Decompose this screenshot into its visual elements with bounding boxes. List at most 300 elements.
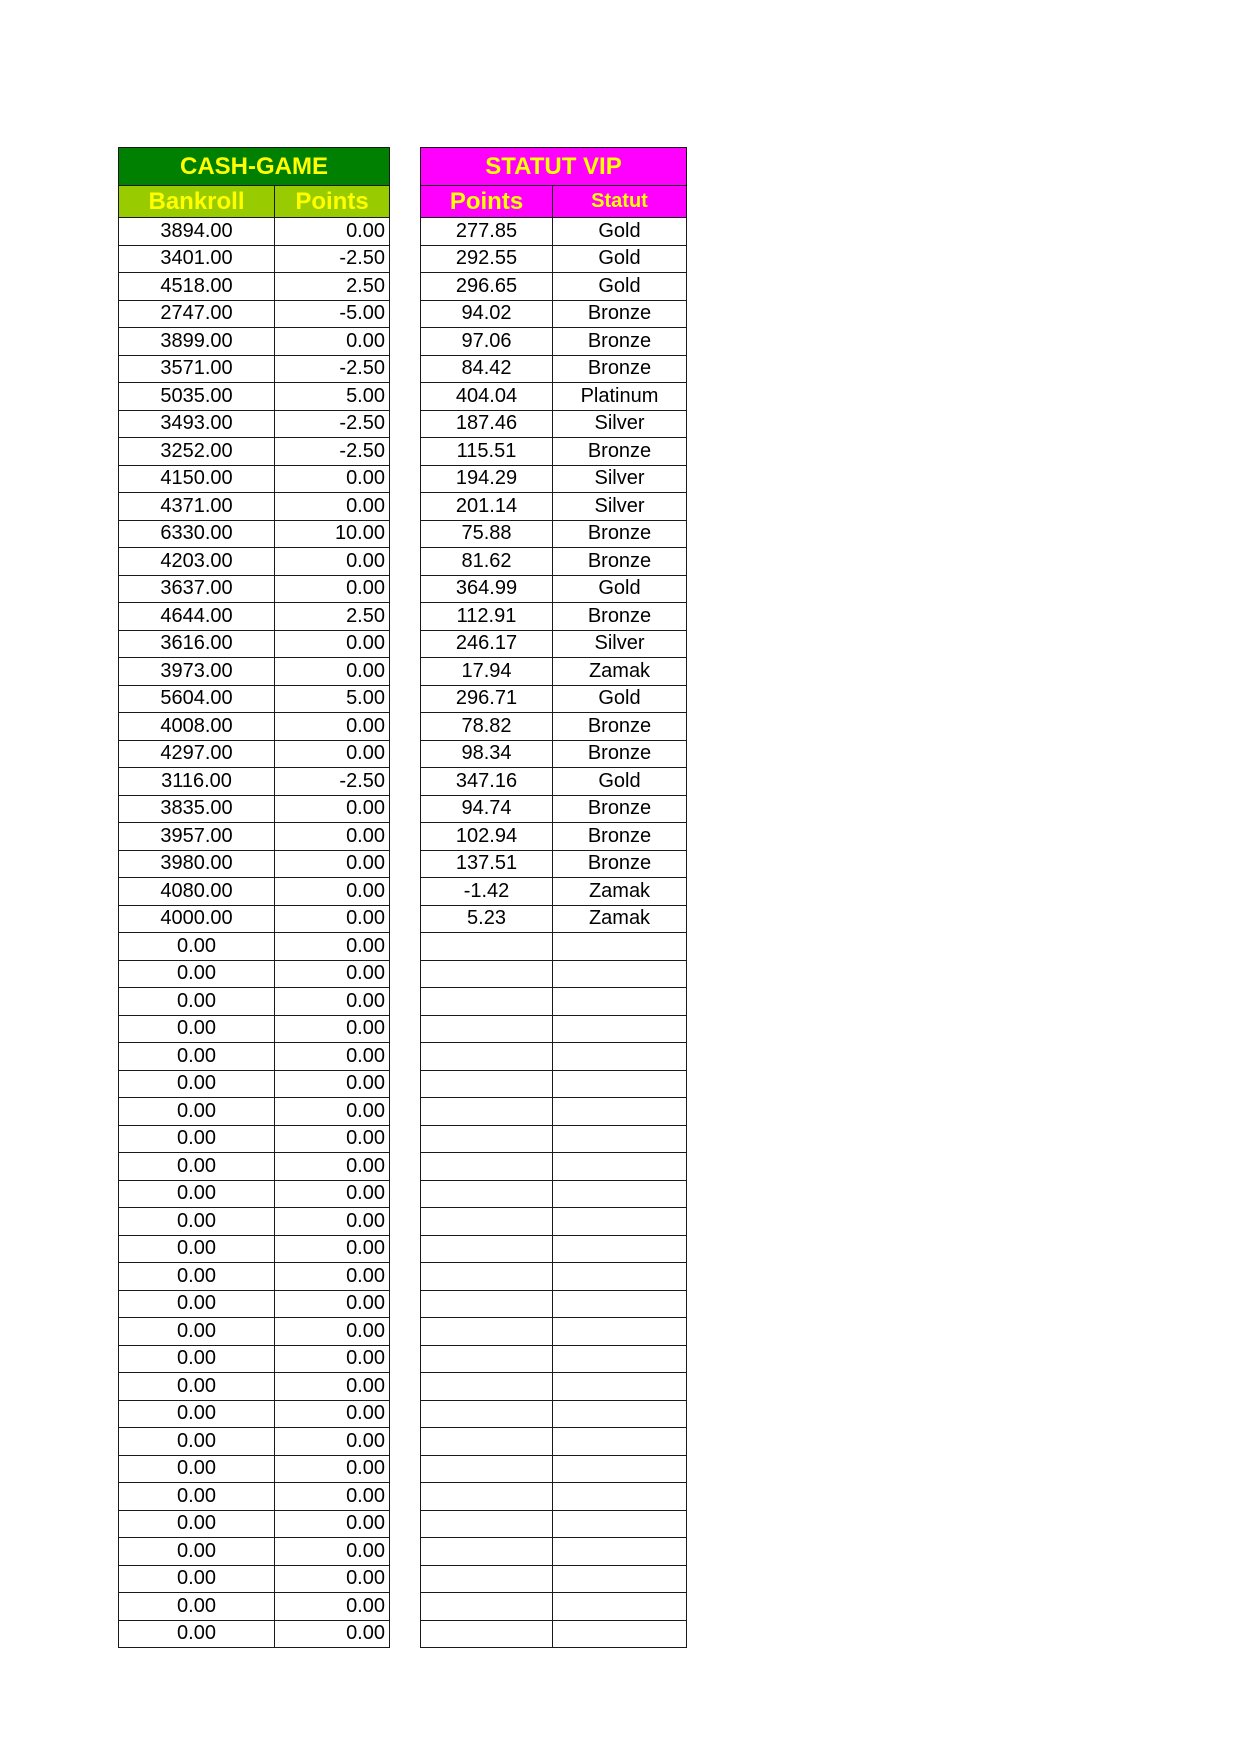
vip-points-cell[interactable] bbox=[421, 1263, 553, 1291]
table-row bbox=[119, 1428, 390, 1456]
bankroll-cell[interactable]: 4150.00 bbox=[119, 465, 275, 493]
bankroll-cell[interactable]: 2747.00 bbox=[119, 300, 275, 328]
cash-points-cell[interactable]: 5.00 bbox=[275, 685, 390, 713]
cash-points-cell[interactable]: 0.00 bbox=[275, 878, 390, 906]
cash-points-cell[interactable]: 0.00 bbox=[275, 1538, 390, 1566]
vip-points-cell[interactable] bbox=[421, 1620, 553, 1648]
vip-points-cell[interactable]: 187.46 bbox=[421, 410, 553, 438]
statut-cell[interactable]: Bronze bbox=[553, 520, 687, 548]
vip-points-cell[interactable]: 296.71 bbox=[421, 685, 553, 713]
bankroll-cell[interactable]: 5035.00 bbox=[119, 383, 275, 411]
bankroll-cell[interactable]: 4297.00 bbox=[119, 740, 275, 768]
vip-points-cell[interactable] bbox=[421, 1593, 553, 1621]
bankroll-cell[interactable]: 0.00 bbox=[119, 1483, 275, 1511]
vip-points-cell[interactable] bbox=[421, 988, 553, 1016]
vip-points-cell[interactable]: 84.42 bbox=[421, 355, 553, 383]
bankroll-cell[interactable]: 0.00 bbox=[119, 1565, 275, 1593]
statut-cell[interactable]: Silver bbox=[553, 465, 687, 493]
cash-points-cell[interactable]: 0.00 bbox=[275, 1620, 390, 1648]
statut-cell[interactable]: Gold bbox=[553, 273, 687, 301]
statut-cell[interactable]: Zamak bbox=[553, 905, 687, 933]
table-row bbox=[119, 630, 390, 658]
vip-points-cell[interactable] bbox=[421, 933, 553, 961]
vip-points-cell[interactable]: 112.91 bbox=[421, 603, 553, 631]
table-row bbox=[119, 218, 390, 246]
cash-points-cell[interactable]: 0.00 bbox=[275, 328, 390, 356]
cash-points-cell[interactable]: -2.50 bbox=[275, 410, 390, 438]
statut-cell[interactable]: Bronze bbox=[553, 548, 687, 576]
vip-points-cell[interactable]: 194.29 bbox=[421, 465, 553, 493]
bankroll-cell[interactable]: 3116.00 bbox=[119, 768, 275, 796]
statut-cell[interactable] bbox=[553, 1263, 687, 1291]
cash-points-cell[interactable]: -2.50 bbox=[275, 355, 390, 383]
vip-points-cell[interactable]: 81.62 bbox=[421, 548, 553, 576]
vip-points-cell[interactable]: 78.82 bbox=[421, 713, 553, 741]
cash-points-cell[interactable]: 0.00 bbox=[275, 575, 390, 603]
table-row bbox=[119, 1400, 390, 1428]
table-row bbox=[119, 1070, 390, 1098]
vip-points-cell[interactable]: 17.94 bbox=[421, 658, 553, 686]
bankroll-cell[interactable]: 0.00 bbox=[119, 1455, 275, 1483]
table-row bbox=[421, 1538, 687, 1566]
bankroll-cell[interactable]: 3637.00 bbox=[119, 575, 275, 603]
table-row bbox=[119, 1538, 390, 1566]
table-row bbox=[119, 1015, 390, 1043]
table-row bbox=[421, 603, 687, 631]
statut-cell[interactable] bbox=[553, 1290, 687, 1318]
bankroll-cell[interactable]: 3616.00 bbox=[119, 630, 275, 658]
table-row bbox=[119, 438, 390, 466]
table-row bbox=[421, 245, 687, 273]
cash-points-cell[interactable]: 0.00 bbox=[275, 1318, 390, 1346]
vip-points-cell[interactable]: 75.88 bbox=[421, 520, 553, 548]
vip-points-cell[interactable] bbox=[421, 1043, 553, 1071]
statut-cell[interactable]: Bronze bbox=[553, 438, 687, 466]
table-row bbox=[119, 410, 390, 438]
statut-cell[interactable] bbox=[553, 933, 687, 961]
vip-points-cell[interactable]: 94.74 bbox=[421, 795, 553, 823]
statut-cell[interactable] bbox=[553, 960, 687, 988]
statut-cell[interactable]: Bronze bbox=[553, 713, 687, 741]
table-row bbox=[119, 1153, 390, 1181]
vip-points-cell[interactable] bbox=[421, 1015, 553, 1043]
statut-cell[interactable]: Bronze bbox=[553, 300, 687, 328]
table-row bbox=[119, 1373, 390, 1401]
vip-points-cell[interactable]: 98.34 bbox=[421, 740, 553, 768]
vip-points-cell[interactable]: 97.06 bbox=[421, 328, 553, 356]
cash-points-header: Points bbox=[275, 186, 390, 218]
cash-points-cell[interactable]: 0.00 bbox=[275, 850, 390, 878]
table-row bbox=[421, 1070, 687, 1098]
bankroll-cell[interactable]: 3493.00 bbox=[119, 410, 275, 438]
table-row bbox=[421, 740, 687, 768]
table-row bbox=[421, 575, 687, 603]
bankroll-cell[interactable]: 0.00 bbox=[119, 1180, 275, 1208]
cash-points-cell[interactable]: 0.00 bbox=[275, 1070, 390, 1098]
statut-cell[interactable] bbox=[553, 1098, 687, 1126]
table-row bbox=[119, 1455, 390, 1483]
table-row bbox=[421, 410, 687, 438]
bankroll-cell[interactable]: 3957.00 bbox=[119, 823, 275, 851]
statut-cell[interactable] bbox=[553, 1620, 687, 1648]
cash-points-cell[interactable]: 2.50 bbox=[275, 603, 390, 631]
bankroll-cell[interactable]: 4203.00 bbox=[119, 548, 275, 576]
statut-cell[interactable]: Bronze bbox=[553, 823, 687, 851]
table-row bbox=[421, 355, 687, 383]
table-row bbox=[421, 1455, 687, 1483]
bankroll-cell[interactable]: 0.00 bbox=[119, 1098, 275, 1126]
bankroll-cell[interactable]: 0.00 bbox=[119, 988, 275, 1016]
cash-game-table bbox=[118, 147, 390, 1648]
table-row bbox=[119, 1263, 390, 1291]
cash-points-cell[interactable]: 0.00 bbox=[275, 1015, 390, 1043]
vip-points-cell[interactable] bbox=[421, 1483, 553, 1511]
vip-points-cell[interactable] bbox=[421, 1455, 553, 1483]
cash-points-cell[interactable]: 0.00 bbox=[275, 1455, 390, 1483]
table-row bbox=[421, 273, 687, 301]
cash-points-cell[interactable]: 0.00 bbox=[275, 465, 390, 493]
bankroll-cell[interactable]: 6330.00 bbox=[119, 520, 275, 548]
bankroll-cell[interactable]: 0.00 bbox=[119, 933, 275, 961]
table-row bbox=[421, 1043, 687, 1071]
table-row bbox=[119, 1510, 390, 1538]
vip-points-cell[interactable] bbox=[421, 960, 553, 988]
cash-points-cell[interactable]: -5.00 bbox=[275, 300, 390, 328]
statut-cell[interactable] bbox=[553, 1593, 687, 1621]
bankroll-cell[interactable]: 3401.00 bbox=[119, 245, 275, 273]
vip-points-cell[interactable]: 277.85 bbox=[421, 218, 553, 246]
bankroll-cell[interactable]: 0.00 bbox=[119, 1290, 275, 1318]
statut-cell[interactable] bbox=[553, 1373, 687, 1401]
vip-points-cell[interactable]: 292.55 bbox=[421, 245, 553, 273]
statut-cell[interactable] bbox=[553, 988, 687, 1016]
vip-points-cell[interactable]: 404.04 bbox=[421, 383, 553, 411]
table-row bbox=[119, 658, 390, 686]
bankroll-cell[interactable]: 3973.00 bbox=[119, 658, 275, 686]
cash-points-cell[interactable]: 5.00 bbox=[275, 383, 390, 411]
vip-points-cell[interactable] bbox=[421, 1510, 553, 1538]
table-row bbox=[421, 438, 687, 466]
statut-vip-table bbox=[420, 147, 687, 1648]
statut-cell[interactable] bbox=[553, 1428, 687, 1456]
bankroll-header: Bankroll bbox=[119, 186, 275, 218]
statut-cell[interactable]: Silver bbox=[553, 410, 687, 438]
table-row bbox=[119, 795, 390, 823]
bankroll-cell[interactable]: 0.00 bbox=[119, 1428, 275, 1456]
cash-points-cell[interactable]: 0.00 bbox=[275, 1428, 390, 1456]
table-row bbox=[119, 493, 390, 521]
table-row bbox=[119, 768, 390, 796]
table-row bbox=[421, 1153, 687, 1181]
statut-cell[interactable] bbox=[553, 1455, 687, 1483]
cash-points-cell[interactable]: 0.00 bbox=[275, 1510, 390, 1538]
cash-points-cell[interactable]: 0.00 bbox=[275, 218, 390, 246]
table-row bbox=[421, 493, 687, 521]
vip-points-cell[interactable]: 296.65 bbox=[421, 273, 553, 301]
statut-cell[interactable] bbox=[553, 1538, 687, 1566]
vip-points-cell[interactable] bbox=[421, 1098, 553, 1126]
cash-points-cell[interactable]: 0.00 bbox=[275, 1593, 390, 1621]
table-row bbox=[119, 1483, 390, 1511]
table-row bbox=[421, 713, 687, 741]
cash-points-cell[interactable]: 0.00 bbox=[275, 658, 390, 686]
cash-points-cell[interactable]: 0.00 bbox=[275, 630, 390, 658]
cash-points-cell[interactable]: -2.50 bbox=[275, 768, 390, 796]
statut-cell[interactable]: Zamak bbox=[553, 878, 687, 906]
bankroll-cell[interactable]: 0.00 bbox=[119, 1235, 275, 1263]
bankroll-cell[interactable]: 4644.00 bbox=[119, 603, 275, 631]
vip-points-cell[interactable]: 102.94 bbox=[421, 823, 553, 851]
cash-points-cell[interactable]: -2.50 bbox=[275, 438, 390, 466]
table-row bbox=[119, 933, 390, 961]
bankroll-cell[interactable]: 0.00 bbox=[119, 1208, 275, 1236]
vip-points-cell[interactable] bbox=[421, 1538, 553, 1566]
statut-cell[interactable]: Bronze bbox=[553, 328, 687, 356]
cash-points-cell[interactable]: 0.00 bbox=[275, 1043, 390, 1071]
statut-cell[interactable]: Bronze bbox=[553, 795, 687, 823]
cash-points-cell[interactable]: -2.50 bbox=[275, 245, 390, 273]
vip-points-cell[interactable] bbox=[421, 1565, 553, 1593]
vip-points-cell[interactable] bbox=[421, 1400, 553, 1428]
bankroll-cell[interactable]: 0.00 bbox=[119, 1015, 275, 1043]
table-row bbox=[119, 1180, 390, 1208]
vip-points-header: Points bbox=[421, 186, 553, 218]
table-row bbox=[119, 1593, 390, 1621]
statut-cell[interactable] bbox=[553, 1125, 687, 1153]
statut-cell[interactable]: Gold bbox=[553, 218, 687, 246]
cash-points-cell[interactable]: 0.00 bbox=[275, 713, 390, 741]
table-row bbox=[421, 1318, 687, 1346]
table-row bbox=[119, 1620, 390, 1648]
cash-points-cell[interactable]: 0.00 bbox=[275, 988, 390, 1016]
vip-points-cell[interactable]: 94.02 bbox=[421, 300, 553, 328]
table-row bbox=[119, 603, 390, 631]
statut-cell[interactable]: Gold bbox=[553, 685, 687, 713]
statut-cell[interactable]: Bronze bbox=[553, 603, 687, 631]
cash-points-cell[interactable]: 0.00 bbox=[275, 960, 390, 988]
table-row bbox=[421, 1510, 687, 1538]
statut-cell[interactable] bbox=[553, 1483, 687, 1511]
table-row bbox=[119, 713, 390, 741]
table-row bbox=[421, 933, 687, 961]
statut-cell[interactable] bbox=[553, 1180, 687, 1208]
table-row bbox=[421, 960, 687, 988]
table-row bbox=[119, 960, 390, 988]
statut-cell[interactable]: Silver bbox=[553, 630, 687, 658]
bankroll-cell[interactable]: 3835.00 bbox=[119, 795, 275, 823]
bankroll-cell[interactable]: 0.00 bbox=[119, 1070, 275, 1098]
table-row bbox=[119, 685, 390, 713]
table-row bbox=[421, 630, 687, 658]
table-row bbox=[421, 1483, 687, 1511]
bankroll-cell[interactable]: 3571.00 bbox=[119, 355, 275, 383]
statut-cell[interactable] bbox=[553, 1345, 687, 1373]
cash-points-cell[interactable]: 0.00 bbox=[275, 1565, 390, 1593]
vip-points-cell[interactable]: 5.23 bbox=[421, 905, 553, 933]
vip-points-cell[interactable]: 115.51 bbox=[421, 438, 553, 466]
statut-cell[interactable]: Silver bbox=[553, 493, 687, 521]
table-row bbox=[421, 328, 687, 356]
bankroll-cell[interactable]: 0.00 bbox=[119, 1153, 275, 1181]
table-row bbox=[119, 1345, 390, 1373]
statut-cell[interactable] bbox=[553, 1510, 687, 1538]
bankroll-cell[interactable]: 5604.00 bbox=[119, 685, 275, 713]
bankroll-cell[interactable]: 4080.00 bbox=[119, 878, 275, 906]
table-row bbox=[119, 1235, 390, 1263]
cash-points-cell[interactable]: 0.00 bbox=[275, 1125, 390, 1153]
statut-cell[interactable] bbox=[553, 1318, 687, 1346]
bankroll-cell[interactable]: 0.00 bbox=[119, 1620, 275, 1648]
table-row bbox=[421, 1400, 687, 1428]
bankroll-cell[interactable]: 0.00 bbox=[119, 1318, 275, 1346]
bankroll-cell[interactable]: 0.00 bbox=[119, 1345, 275, 1373]
statut-cell[interactable]: Bronze bbox=[553, 740, 687, 768]
table-row bbox=[119, 850, 390, 878]
vip-points-cell[interactable] bbox=[421, 1345, 553, 1373]
table-row bbox=[119, 1125, 390, 1153]
cash-points-cell[interactable]: 0.00 bbox=[275, 905, 390, 933]
bankroll-cell[interactable]: 4371.00 bbox=[119, 493, 275, 521]
vip-points-cell[interactable] bbox=[421, 1373, 553, 1401]
statut-cell[interactable] bbox=[553, 1235, 687, 1263]
cash-points-cell[interactable]: 10.00 bbox=[275, 520, 390, 548]
statut-cell[interactable] bbox=[553, 1208, 687, 1236]
table-row bbox=[421, 1565, 687, 1593]
table-row bbox=[119, 1208, 390, 1236]
table-row bbox=[421, 768, 687, 796]
table-row bbox=[421, 1290, 687, 1318]
cash-points-cell[interactable]: 0.00 bbox=[275, 1290, 390, 1318]
table-row bbox=[119, 878, 390, 906]
table-row bbox=[119, 300, 390, 328]
table-row bbox=[421, 1263, 687, 1291]
table-row bbox=[421, 905, 687, 933]
cash-points-cell[interactable]: 0.00 bbox=[275, 1153, 390, 1181]
table-row bbox=[119, 383, 390, 411]
cash-points-cell[interactable]: 0.00 bbox=[275, 493, 390, 521]
bankroll-cell[interactable]: 0.00 bbox=[119, 1400, 275, 1428]
table-row bbox=[119, 1098, 390, 1126]
vip-points-cell[interactable] bbox=[421, 1428, 553, 1456]
bankroll-cell[interactable]: 3980.00 bbox=[119, 850, 275, 878]
bankroll-cell[interactable]: 0.00 bbox=[119, 1125, 275, 1153]
statut-cell[interactable] bbox=[553, 1043, 687, 1071]
table-row bbox=[421, 1345, 687, 1373]
cash-points-cell[interactable]: 0.00 bbox=[275, 1345, 390, 1373]
table-row bbox=[119, 740, 390, 768]
table-row bbox=[421, 850, 687, 878]
table-row bbox=[119, 465, 390, 493]
vip-points-cell[interactable]: 201.14 bbox=[421, 493, 553, 521]
bankroll-cell[interactable]: 4008.00 bbox=[119, 713, 275, 741]
cash-points-cell[interactable]: 0.00 bbox=[275, 933, 390, 961]
vip-points-cell[interactable] bbox=[421, 1153, 553, 1181]
statut-cell[interactable]: Gold bbox=[553, 575, 687, 603]
cash-points-cell[interactable]: 0.00 bbox=[275, 548, 390, 576]
statut-vip-title: STATUT VIP bbox=[421, 148, 687, 186]
bankroll-cell[interactable]: 0.00 bbox=[119, 1373, 275, 1401]
vip-points-cell[interactable] bbox=[421, 1180, 553, 1208]
vip-points-cell[interactable] bbox=[421, 1208, 553, 1236]
statut-header: Statut bbox=[553, 186, 687, 218]
bankroll-cell[interactable]: 4000.00 bbox=[119, 905, 275, 933]
table-row bbox=[421, 1235, 687, 1263]
vip-points-cell[interactable] bbox=[421, 1318, 553, 1346]
table-row bbox=[421, 1125, 687, 1153]
table-row bbox=[421, 1015, 687, 1043]
bankroll-cell[interactable]: 4518.00 bbox=[119, 273, 275, 301]
table-row bbox=[119, 355, 390, 383]
cash-points-cell[interactable]: 0.00 bbox=[275, 1400, 390, 1428]
cash-points-cell[interactable]: 0.00 bbox=[275, 823, 390, 851]
cash-points-cell[interactable]: 2.50 bbox=[275, 273, 390, 301]
statut-cell[interactable]: Bronze bbox=[553, 850, 687, 878]
table-row bbox=[119, 1290, 390, 1318]
bankroll-cell[interactable]: 0.00 bbox=[119, 1538, 275, 1566]
vip-points-cell[interactable]: 246.17 bbox=[421, 630, 553, 658]
table-row bbox=[119, 328, 390, 356]
table-row bbox=[421, 548, 687, 576]
statut-cell[interactable] bbox=[553, 1565, 687, 1593]
bankroll-cell[interactable]: 0.00 bbox=[119, 960, 275, 988]
statut-cell[interactable] bbox=[553, 1070, 687, 1098]
bankroll-cell[interactable]: 3894.00 bbox=[119, 218, 275, 246]
cash-points-cell[interactable]: 0.00 bbox=[275, 1098, 390, 1126]
table-row bbox=[119, 1565, 390, 1593]
vip-points-cell[interactable]: 137.51 bbox=[421, 850, 553, 878]
table-row bbox=[119, 988, 390, 1016]
statut-cell[interactable]: Bronze bbox=[553, 355, 687, 383]
vip-points-cell[interactable] bbox=[421, 1290, 553, 1318]
vip-points-cell[interactable]: 364.99 bbox=[421, 575, 553, 603]
vip-points-cell[interactable]: -1.42 bbox=[421, 878, 553, 906]
statut-cell[interactable] bbox=[553, 1153, 687, 1181]
table-row bbox=[119, 520, 390, 548]
vip-points-cell[interactable] bbox=[421, 1070, 553, 1098]
bankroll-cell[interactable]: 3899.00 bbox=[119, 328, 275, 356]
cash-points-cell[interactable]: 0.00 bbox=[275, 1235, 390, 1263]
cash-points-cell[interactable]: 0.00 bbox=[275, 1483, 390, 1511]
vip-points-cell[interactable] bbox=[421, 1235, 553, 1263]
statut-cell[interactable]: Zamak bbox=[553, 658, 687, 686]
table-row bbox=[421, 1098, 687, 1126]
table-row bbox=[421, 795, 687, 823]
cash-points-cell[interactable]: 0.00 bbox=[275, 1180, 390, 1208]
statut-cell[interactable]: Platinum bbox=[553, 383, 687, 411]
bankroll-cell[interactable]: 0.00 bbox=[119, 1510, 275, 1538]
cash-points-cell[interactable]: 0.00 bbox=[275, 1373, 390, 1401]
vip-points-cell[interactable] bbox=[421, 1125, 553, 1153]
table-row bbox=[421, 658, 687, 686]
bankroll-cell[interactable]: 3252.00 bbox=[119, 438, 275, 466]
table-row bbox=[421, 1373, 687, 1401]
statut-cell[interactable]: Gold bbox=[553, 245, 687, 273]
table-row bbox=[119, 905, 390, 933]
statut-cell[interactable] bbox=[553, 1015, 687, 1043]
vip-points-cell[interactable]: 347.16 bbox=[421, 768, 553, 796]
cash-points-cell[interactable]: 0.00 bbox=[275, 740, 390, 768]
bankroll-cell[interactable]: 0.00 bbox=[119, 1593, 275, 1621]
bankroll-cell[interactable]: 0.00 bbox=[119, 1263, 275, 1291]
statut-cell[interactable] bbox=[553, 1400, 687, 1428]
table-row bbox=[421, 1620, 687, 1648]
cash-points-cell[interactable]: 0.00 bbox=[275, 1263, 390, 1291]
statut-cell[interactable]: Gold bbox=[553, 768, 687, 796]
table-row bbox=[119, 575, 390, 603]
bankroll-cell[interactable]: 0.00 bbox=[119, 1043, 275, 1071]
cash-points-cell[interactable]: 0.00 bbox=[275, 1208, 390, 1236]
cash-points-cell[interactable]: 0.00 bbox=[275, 795, 390, 823]
